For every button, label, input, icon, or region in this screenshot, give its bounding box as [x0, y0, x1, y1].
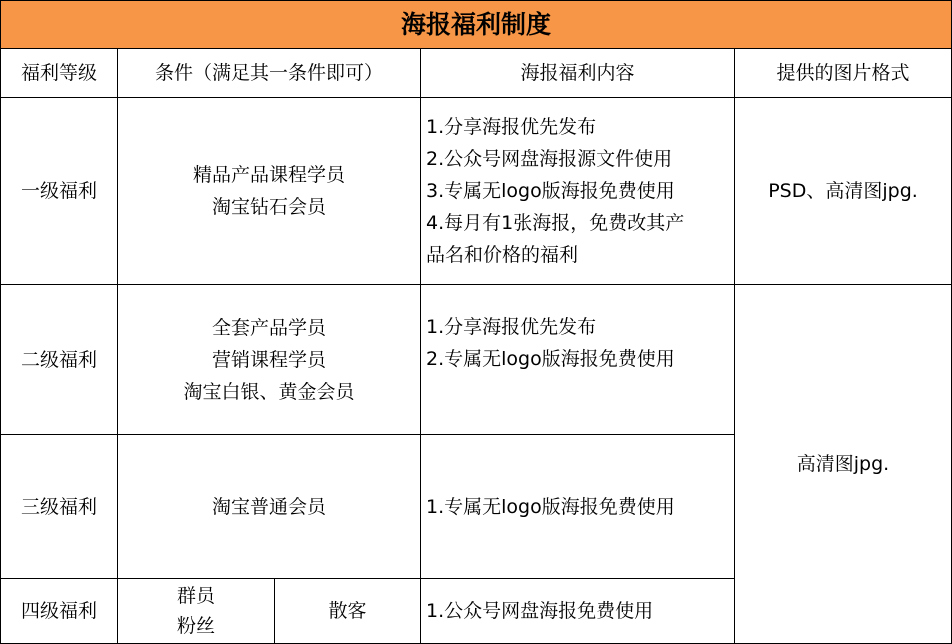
condition-line: 淘宝普通会员 — [211, 495, 326, 518]
condition-line: 淘宝钻石会员 — [211, 196, 326, 218]
table-title: 海报福利制度 — [1, 1, 952, 49]
level-2-label: 二级福利 — [1, 285, 118, 435]
level-4-label: 四级福利 — [1, 579, 118, 644]
header-level: 福利等级 — [1, 49, 118, 98]
level-4-conditions-left — [118, 579, 275, 644]
level-4-content — [421, 579, 735, 644]
level-2-conditions — [118, 285, 421, 435]
level-1-content — [421, 98, 735, 285]
content-line: 3.专属无logo版海报免费使用 — [426, 180, 675, 202]
condition-line: 营销课程学员 — [211, 348, 326, 371]
header-content: 海报福利内容 — [421, 49, 735, 98]
level-3-conditions — [118, 435, 421, 579]
content-line: 1.分享海报优先发布 — [426, 316, 597, 338]
condition-line: 精品产品课程学员 — [192, 164, 345, 186]
condition-line: 全套产品学员 — [211, 316, 326, 339]
level-1-conditions — [118, 98, 421, 285]
level-4-conditions-right: 散客 — [275, 579, 421, 644]
level-3-label: 三级福利 — [1, 435, 118, 579]
content-line: 2.专属无logo版海报免费使用 — [426, 348, 675, 370]
content-line: 1.公众号网盘海报免费使用 — [426, 600, 654, 622]
condition-line: 粉丝 — [176, 615, 215, 637]
level-1-format: PSD、高清图jpg. — [735, 98, 952, 285]
header-condition: 条件（满足其一条件即可） — [118, 49, 421, 98]
shared-format: 高清图jpg. — [735, 285, 952, 644]
content-line: 品名和价格的福利 — [426, 244, 579, 266]
content-line: 1.分享海报优先发布 — [426, 116, 597, 138]
level-2-content — [421, 285, 735, 435]
level-1-label: 一级福利 — [1, 98, 118, 285]
header-format: 提供的图片格式 — [735, 49, 952, 98]
condition-line: 群员 — [176, 585, 215, 607]
content-line: 2.公众号网盘海报源文件使用 — [426, 148, 673, 170]
condition-line: 淘宝白银、黄金会员 — [183, 380, 355, 403]
content-line: 4.每月有1张海报，免费改其产 — [426, 212, 685, 234]
content-line: 1.专属无logo版海报免费使用 — [426, 495, 675, 518]
level-3-content — [421, 435, 735, 579]
